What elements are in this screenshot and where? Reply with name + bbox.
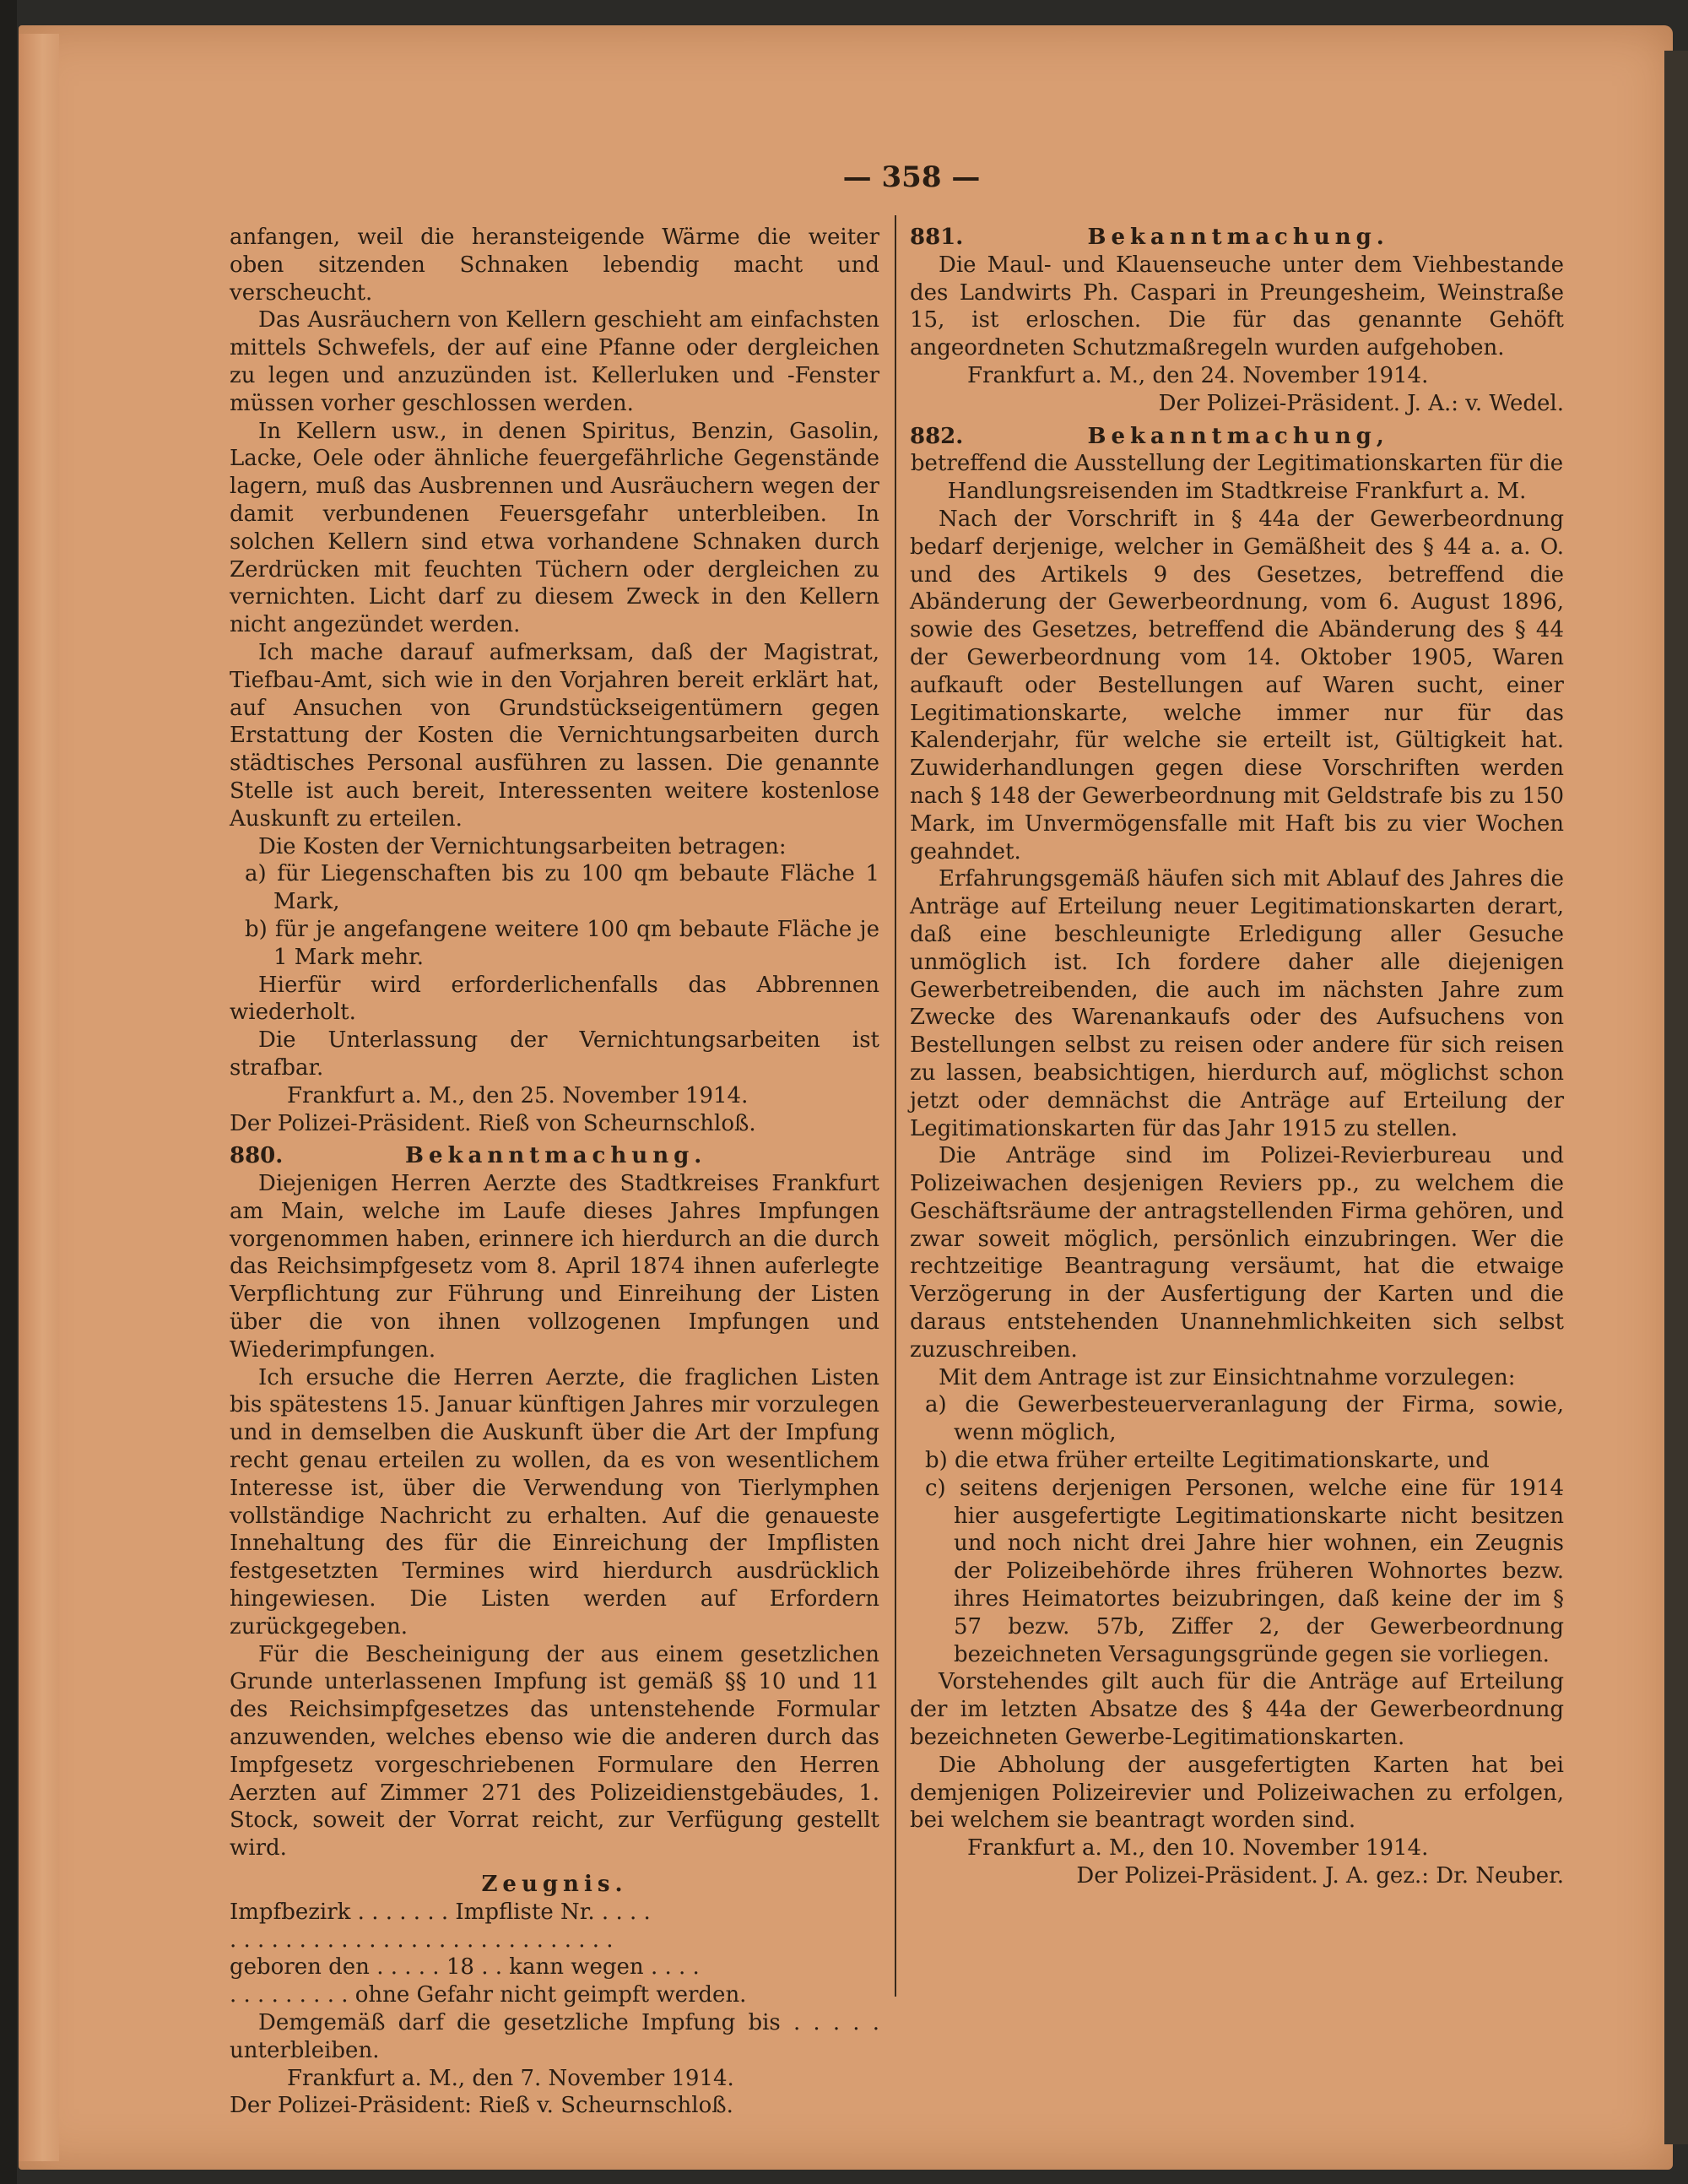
form-line: . . . . . . . . . ohne Gefahr nicht geimpft werden. <box>230 1982 747 2008</box>
left-column <box>230 224 879 2120</box>
paragraph: Ich ersuche die Herren Aerzte, die fraglichen Listen bis spätestens 15. Januar künftigen Jahres mir vorzulegen und in demselben die Auskunft über die Art der Impfung recht genau erteilen zu wollen, da es von wesentlichem Interesse ist, über die Verwendung von Tierlymphen vollständige Nachricht zu erhalten. Auf die genaueste Innehaltung des für die Einreichung der Impflisten festgesetzten Termines wird hierdurch ausdrücklich hingewiesen. Die Listen werden auf Erfordern zurückgegeben. <box>230 1364 879 1639</box>
paragraph: Die Anträge sind im Polizei-Revierbureau und Polizeiwachen desjenigen Reviers pp., zu welchem die Geschäftsräume der antragstellenden Firma gehören, und zwar soweit möglich, persönlich einzubringen. Wer die rechtzeitige Beantragung versäumt, hat die etwaige Verzögerung in der Ausfertigung der Karten und die daraus entstehenden Unannehmlichkeiten sich selbst zuzuschreiben. <box>910 1143 1564 1363</box>
notice-heading-880 <box>230 1142 879 1170</box>
paragraph: Hierfür wird erforderlichenfalls das Abbrennen wiederholt. <box>230 972 879 1026</box>
paragraph: Ich mache darauf aufmerksam, daß der Magistrat, Tiefbau-Amt, sich wie in den Vorjahren bereit erklärt hat, auf Ansuchen von Grundstückseigentümern gegen Erstattung der Kosten die Vernichtungsarbeiten durch städtisches Personal ausführen zu lassen. Die genannte Stelle ist auch bereit, Interessenten weitere kostenlose Auskunft zu erteilen. <box>230 639 879 832</box>
column-divider <box>895 215 896 1997</box>
paragraph: Die Unterlassung der Vernichtungsarbeiten ist strafbar. <box>230 1027 879 1081</box>
form-line: Impfbezirk . . . . . . . Impfliste Nr. . . . . <box>230 1899 651 1925</box>
notice-title: Bekanntmachung. <box>1087 225 1389 250</box>
form-line: . . . . . . . . . . . . . . . . . . . . . . . . . . . . <box>230 1927 614 1953</box>
form-line: geboren den . . . . . 18 . . kann wegen . . . . <box>230 1954 700 1981</box>
paragraph: Mit dem Antrage ist zur Einsichtnahme vorzulegen: <box>939 1364 1516 1390</box>
date-line: Frankfurt a. M., den 24. November 1914. <box>967 362 1429 388</box>
notice-heading-881 <box>910 224 1564 252</box>
paragraph: Die Maul- und Klauenseuche unter dem Viehbestande des Landwirts Ph. Caspari in Preungesheim, Weinstraße 15, ist erloschen. Die für das genannte Gehöft angeordneten Schutzmaßregeln wurden aufgehoben. <box>910 252 1564 361</box>
paragraph: Die Kosten der Vernichtungsarbeiten betragen: <box>258 833 787 859</box>
signature: Der Polizei-Präsident: Rieß v. Scheurnschloß. <box>230 2093 733 2119</box>
signature: Der Polizei-Präsident. J. A.: v. Wedel. <box>1158 390 1564 416</box>
date-line: Frankfurt a. M., den 25. November 1914. <box>287 1082 749 1108</box>
date-line: Frankfurt a. M., den 7. November 1914. <box>287 2065 734 2091</box>
notice-number: 881. <box>910 225 964 250</box>
paragraph: Für die Bescheinigung der aus einem gesetzlichen Grunde unterlassenen Impfung ist gemäß §§ 10 und 11 des Reichsimpfgesetzes das untenstehende Formular anzuwenden, welches ebenso wie die anderen durch das Impfgesetz vorgeschriebenen Formulare den Herren Aerzten auf Zimmer 271 des Polizeidienstgebäudes, 1. Stock, soweit der Vorrat reicht, zur Verfügung gestellt wird. <box>230 1641 879 1862</box>
paragraph: Die Abholung der ausgefertigten Karten hat bei demjenigen Polizeirevier und Polizeiwachen zu erfolgen, bei welchem sie beantragt worden sind. <box>910 1752 1564 1834</box>
notice-title: Bekanntmachung, <box>1087 423 1389 449</box>
list-item: c) seitens derjenigen Personen, welche eine für 1914 hier ausgefertigte Legitimationskarte nicht besitzen und noch nicht drei Jahre hier wohnen, ein Zeugnis der Polizeibehörde ihres früheren Wohnortes bezw. ihres Heimatortes beizubringen, daß keine der im § 57 bezw. 57b, Ziffer 2, der Gewerbeordnung bezeichneten Versagungsgründe gegen sie vorliegen. <box>925 1475 1564 1667</box>
date-line: Frankfurt a. M., den 10. November 1914. <box>967 1835 1429 1862</box>
signature: Der Polizei-Präsident. Rieß von Scheurnschloß. <box>230 1110 756 1136</box>
notice-title: Bekanntmachung. <box>405 1143 707 1169</box>
right-column <box>910 224 1564 1894</box>
notice-heading-882 <box>910 423 1564 451</box>
paragraph: Demgemäß darf die gesetzliche Impfung bis . . . . . unterbleiben. <box>230 2010 879 2063</box>
paragraph: Erfahrungsgemäß häufen sich mit Ablauf des Jahres die Anträge auf Erteilung neuer Legitimationskarten derart, daß eine beschleunigte Erledigung aller Gesuche unmöglich ist. Ich fordere daher alle diejenigen Gewerbetreibenden, die auch im nächsten Jahre zum Zwecke des Warenankaufs oder des Aufsuchens von Bestellungen selbst zu reisen oder andere für sich reisen zu lassen, beabsichtigen, hierdurch auf, möglichst schon jetzt oder demnächst die Anträge auf Erteilung der Legitimationskarten für das Jahr 1915 zu stellen. <box>910 866 1564 1141</box>
list-item: a) für Liegenschaften bis zu 100 qm bebaute Fläche 1 Mark, <box>245 861 879 915</box>
signature: Der Polizei-Präsident. J. A. gez.: Dr. Neuber. <box>1076 1863 1564 1889</box>
notice-number: 882. <box>910 423 964 449</box>
next-page-edge <box>1664 51 1688 2144</box>
page-edge <box>19 34 59 2161</box>
list-item: b) die etwa früher erteilte Legitimationskarte, und <box>925 1448 1490 1474</box>
notice-subtitle: betreffend die Ausstellung der Legitimationskarten für die Handlungsreisenden im Stadtkreise Frankfurt a. M. <box>910 451 1564 505</box>
list-item: a) die Gewerbesteuerveranlagung der Firma, sowie, wenn möglich, <box>925 1392 1564 1446</box>
notice-number: 880. <box>230 1143 284 1169</box>
zeugnis-title: Zeugnis. <box>481 1872 628 1898</box>
paragraph: Diejenigen Herren Aerzte des Stadtkreises Frankfurt am Main, welche im Laufe dieses Jahres Impfungen vorgenommen haben, erinnere ich hierdurch an die durch das Reichsimpfgesetz vom 8. April 1874 ihnen auferlegte Verpflichtung zur Führung und Einreihung der Listen über die von ihnen vollzogenen Impfungen und Wiederimpfungen. <box>230 1171 879 1363</box>
book-spine <box>0 0 17 2184</box>
paragraph: anfangen, weil die heransteigende Wärme die weiter oben sitzenden Schnaken lebendig macht und verscheucht. <box>230 225 879 306</box>
page-number: — 358 — <box>842 160 981 194</box>
paragraph: Vorstehendes gilt auch für die Anträge auf Erteilung der im letzten Absatze des § 44a der Gewerbeordnung bezeichneten Gewerbe-Legitimationskarten. <box>910 1669 1564 1751</box>
list-item: b) für je angefangene weitere 100 qm bebaute Fläche je 1 Mark mehr. <box>245 916 879 970</box>
paragraph: Das Ausräuchern von Kellern geschieht am einfachsten mittels Schwefels, der auf eine Pfanne oder dergleichen zu legen und anzuzünden ist. Kellerluken und -Fenster müssen vorher geschlossen werden. <box>230 307 879 416</box>
paragraph: Nach der Vorschrift in § 44a der Gewerbeordnung bedarf derjenige, welcher in Gemäßheit des § 44 a. a. O. und des Artikels 9 des Gesetzes, betreffend die Abänderung der Gewerbeordnung, vom 6. August 1896, sowie des Gesetzes, betreffend die Abänderung des § 44 der Gewerbeordnung vom 14. Oktober 1905, Waren aufkauft oder Bestellungen auf Waren sucht, einer Legitimationskarte, welche immer nur für das Kalenderjahr, für welche sie erteilt ist, Gültigkeit hat. Zuwiderhandlungen gegen diese Vorschriften werden nach § 148 der Gewerbeordnung mit Geldstrafe bis zu 150 Mark, im Unvermögensfalle mit Haft bis zu vier Wochen geahndet. <box>910 506 1564 864</box>
paragraph: In Kellern usw., in denen Spiritus, Benzin, Gasolin, Lacke, Oele oder ähnliche feuergefährliche Gegenstände lagern, muß das Ausbrennen und Ausräuchern wegen der damit verbundenen Feuersgefahr unterbleiben. In solchen Kellern sind etwa vorhandene Schnaken durch Zerdrücken mit feuchten Tüchern oder dergleichen zu vernichten. Licht darf zu diesem Zweck in den Kellern nicht angezündet werden. <box>230 418 879 638</box>
